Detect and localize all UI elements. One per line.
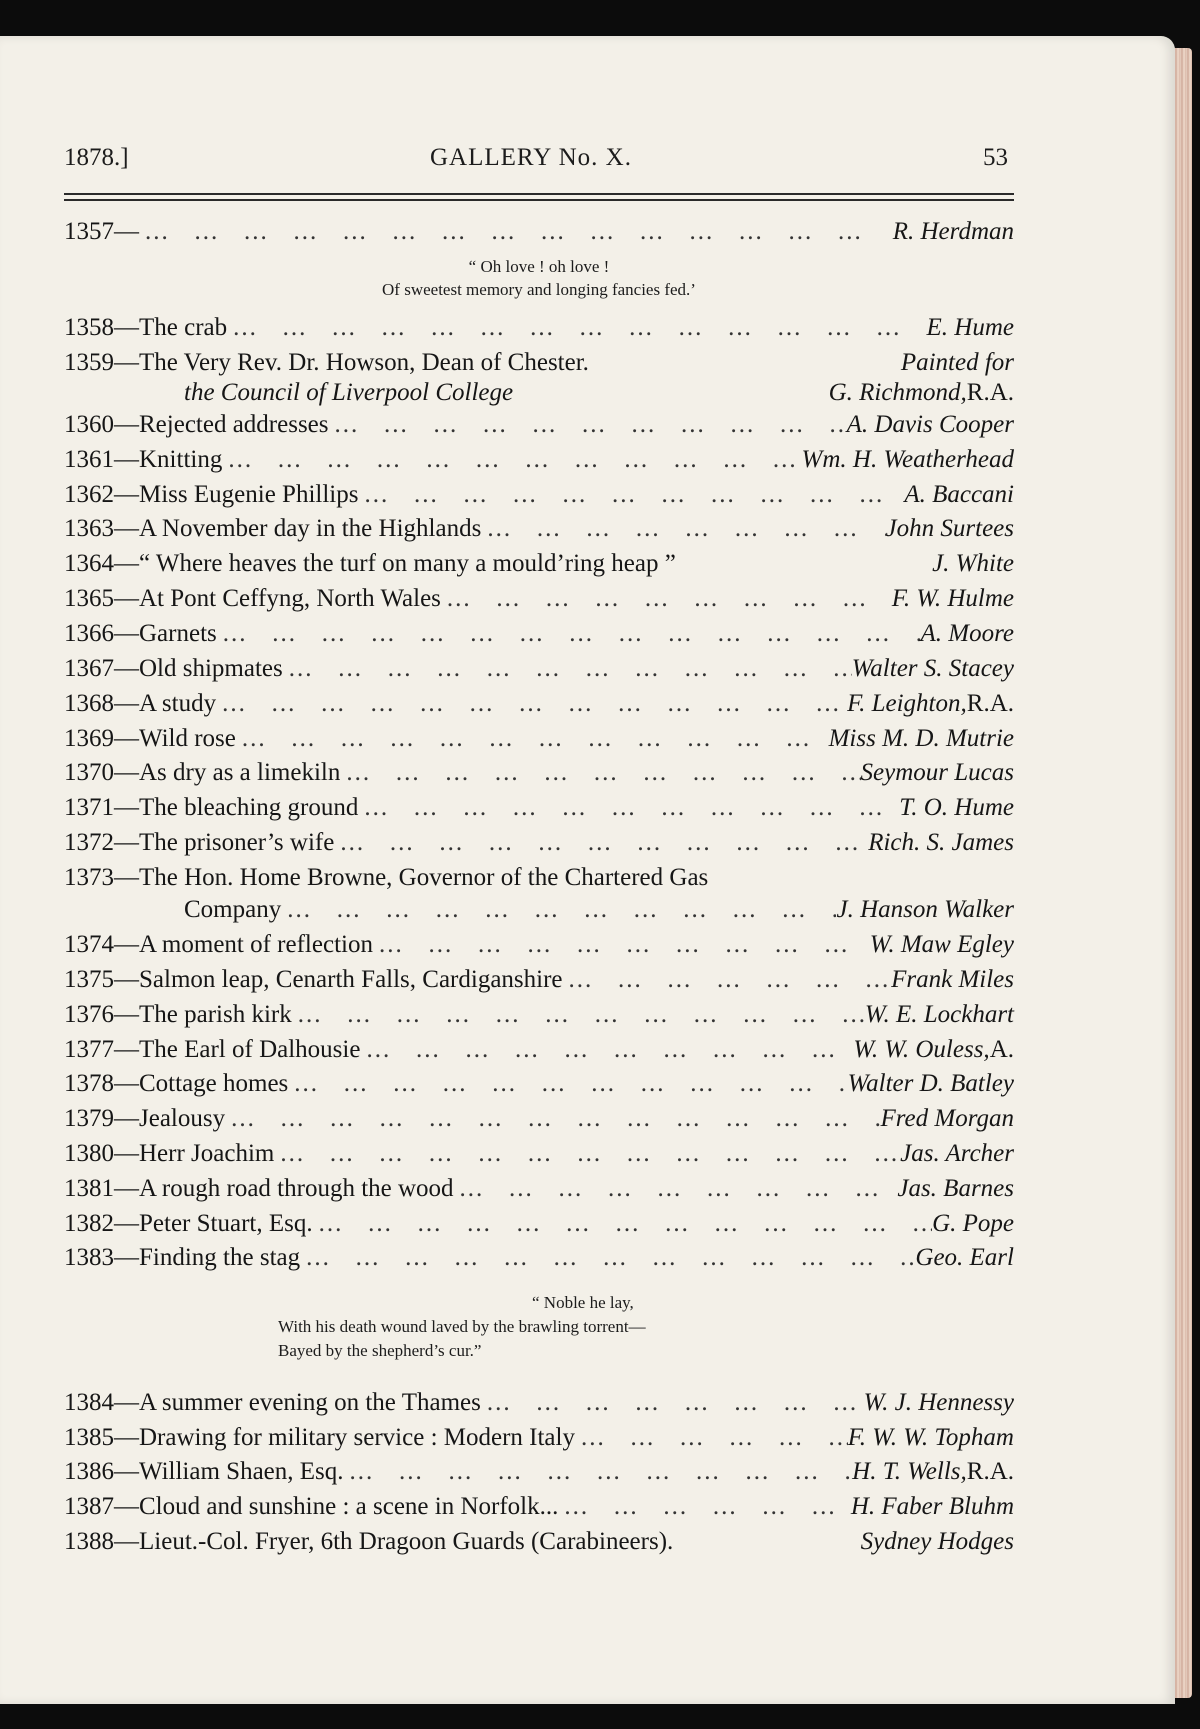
entry-title: 1357—	[64, 218, 139, 245]
catalogue-entry-1388	[64, 1525, 1014, 1559]
leader-dots	[344, 1455, 853, 1489]
entry-title: 1366—Garnets	[64, 620, 217, 647]
catalogue-entry-1371	[64, 791, 1014, 825]
entry-artist: Jas. Archer	[900, 1140, 1014, 1167]
catalogue-entry-1369	[64, 722, 1014, 756]
entry-title: 1379—Jealousy	[64, 1105, 226, 1132]
catalogue-entry-1359	[64, 346, 1014, 380]
leader-dots	[454, 1172, 898, 1206]
entry-artist: Sydney Hodges	[860, 1528, 1014, 1555]
entry-artist-suffix: A.	[989, 1036, 1014, 1063]
leader-dots	[563, 963, 892, 997]
entry-artist: T. O. Hume	[899, 794, 1014, 821]
entry-note: Painted for	[900, 349, 1014, 376]
entry-title: 1360—Rejected addresses	[64, 411, 329, 438]
leader-dots	[340, 756, 860, 790]
leader-dots	[227, 311, 926, 345]
catalogue-entry-1386	[64, 1455, 1014, 1489]
epigraph-1357-line2: Of sweetest memory and longing fancies fed.’	[382, 280, 696, 299]
entry-title: 1361—Knitting	[64, 446, 223, 473]
entry-title: 1375—Salmon leap, Cenarth Falls, Cardiganshire	[64, 966, 563, 993]
catalogue-entry-1364	[64, 547, 1014, 581]
catalogue-entry-1357	[64, 215, 1014, 249]
page-number: 53	[983, 144, 1008, 171]
catalogue-entry-1366	[64, 617, 1014, 651]
entry-title: 1380—Herr Joachim	[64, 1140, 275, 1167]
catalogue-entry-1361	[64, 443, 1014, 477]
catalogue-entry-1378	[64, 1067, 1014, 1101]
catalogue-entry-1380	[64, 1137, 1014, 1171]
leader-dots	[288, 1067, 847, 1101]
leader-dots	[575, 1421, 848, 1455]
catalogue-entry-1387	[64, 1490, 1014, 1524]
entry-title: 1358—The crab	[64, 314, 228, 341]
entry-artist: J. White	[932, 550, 1014, 577]
entry-artist: Miss M. D. Mutrie	[828, 725, 1014, 752]
entry-artist-suffix: R.A.	[966, 690, 1014, 717]
catalogue-entry-1382	[64, 1207, 1014, 1241]
entry-artist: J. Hanson Walker	[836, 896, 1014, 923]
catalogue-entry-1363	[64, 512, 1014, 546]
catalogue-entry-1376	[64, 998, 1014, 1032]
entry-title-continued: the Council of Liverpool College	[184, 379, 514, 406]
entry-artist: Rich. S. James	[868, 829, 1014, 856]
entry-artist: Wm. H. Weatherhead	[801, 446, 1014, 473]
running-header-title: GALLERY No. X.	[430, 144, 632, 171]
catalogue-entry-1360	[64, 408, 1014, 442]
entry-title: 1368—A study	[64, 690, 217, 717]
entry-title: 1388—Lieut.-Col. Fryer, 6th Dragoon Guards (Carabineers).	[64, 1528, 674, 1555]
entry-artist: A. Moore	[920, 620, 1014, 647]
entry-title: 1372—The prisoner’s wife	[64, 829, 335, 856]
running-header-year: 1878.]	[64, 144, 129, 171]
catalogue-entry-1377	[64, 1033, 1014, 1067]
entry-title: 1376—The parish kirk	[64, 1001, 292, 1028]
catalogue-entry-1359-continued	[64, 376, 1014, 410]
entry-artist: F. W. Hulme	[891, 585, 1014, 612]
entry-title: 1359—The Very Rev. Dr. Howson, Dean of Chester.	[64, 349, 589, 376]
entry-artist: G. Pope	[932, 1210, 1014, 1237]
leader-dots	[283, 652, 852, 686]
entry-artist: Fred Morgan	[880, 1105, 1014, 1132]
catalogue-entry-1381	[64, 1172, 1014, 1206]
leader-dots	[216, 687, 847, 721]
catalogue-entry-1367	[64, 652, 1014, 686]
epigraph-1383-line1: “ Noble he lay,	[532, 1293, 634, 1312]
entry-artist: Walter D. Batley	[847, 1070, 1014, 1097]
entry-title: 1378—Cottage homes	[64, 1070, 289, 1097]
entry-artist: W. W. Ouless,	[853, 1036, 990, 1063]
entry-title: 1365—At Pont Ceffyng, North Wales	[64, 585, 441, 612]
entry-title: 1364—“ Where heaves the turf on many a mould’ring heap ”	[64, 550, 676, 577]
entry-artist-suffix: R.A.	[966, 379, 1014, 406]
catalogue-entry-1362	[64, 478, 1014, 512]
leader-dots	[334, 826, 868, 860]
entry-title: 1381—A rough road through the wood	[64, 1175, 454, 1202]
entry-artist: Frank Miles	[891, 966, 1014, 993]
entry-title: 1373—The Hon. Home Browne, Governor of the Chartered Gas	[64, 864, 709, 891]
catalogue-entry-1383	[64, 1241, 1014, 1275]
leader-dots	[360, 1033, 853, 1067]
entry-title: 1363—A November day in the Highlands	[64, 515, 482, 542]
leader-dots	[441, 582, 892, 616]
catalogue-entry-1374	[64, 928, 1014, 962]
entry-title: 1377—The Earl of Dalhousie	[64, 1036, 361, 1063]
leader-dots	[300, 1241, 915, 1275]
entry-artist: A. Davis Cooper	[846, 411, 1014, 438]
leader-dots	[481, 1386, 864, 1420]
entry-title: 1385—Drawing for military service : Modern Italy	[64, 1424, 575, 1451]
leader-dots	[236, 722, 829, 756]
entry-title: 1383—Finding the stag	[64, 1244, 301, 1271]
catalogue-entry-1379	[64, 1102, 1014, 1136]
leader-dots	[281, 893, 836, 927]
leader-dots	[292, 998, 865, 1032]
catalogue-entry-1372	[64, 826, 1014, 860]
entry-artist: Seymour Lucas	[860, 759, 1014, 786]
entry-artist: Geo. Earl	[915, 1244, 1014, 1271]
header-rule-bottom	[64, 199, 1014, 201]
leader-dots	[329, 408, 847, 442]
entry-artist: G. Richmond,	[828, 379, 967, 406]
epigraph-1383-line3: Bayed by the shepherd’s cur.”	[278, 1341, 482, 1360]
leader-dots	[373, 928, 870, 962]
entry-title: 1369—Wild rose	[64, 725, 236, 752]
entry-title-continued: Company	[184, 896, 282, 923]
entry-title: 1367—Old shipmates	[64, 655, 283, 682]
entry-artist: W. E. Lockhart	[864, 1001, 1014, 1028]
entry-artist: H. Faber Bluhm	[850, 1493, 1014, 1520]
leader-dots	[274, 1137, 900, 1171]
entry-artist: E. Hume	[926, 314, 1014, 341]
catalogue-entry-1373-continued	[64, 893, 1014, 927]
leader-dots	[358, 791, 899, 825]
entry-title: 1382—Peter Stuart, Esq.	[64, 1210, 313, 1237]
catalogue-entry-1373	[64, 861, 1014, 895]
entry-artist: W. J. Hennessy	[863, 1389, 1014, 1416]
epigraph-1383-line2: With his death wound laved by the brawling torrent—	[278, 1317, 646, 1336]
entry-artist: John Surtees	[885, 515, 1014, 542]
catalogue-entry-1368	[64, 687, 1014, 721]
entry-artist: Walter S. Stacey	[851, 655, 1014, 682]
catalogue-entry-1384	[64, 1386, 1014, 1420]
entry-artist: R. Herdman	[892, 218, 1014, 245]
catalogue-entry-1375	[64, 963, 1014, 997]
entry-artist: Jas. Barnes	[897, 1175, 1014, 1202]
entry-artist: H. T. Wells,	[852, 1458, 967, 1485]
leader-dots	[225, 1102, 880, 1136]
header-rule-top	[64, 193, 1014, 195]
entry-title: 1386—William Shaen, Esq.	[64, 1458, 344, 1485]
entry-title: 1371—The bleaching ground	[64, 794, 359, 821]
entry-artist-suffix: R.A.	[966, 1458, 1014, 1485]
epigraph-1357-line1: “ Oh love ! oh love !	[468, 257, 610, 276]
entry-artist: F. Leighton,	[847, 690, 967, 717]
catalogue-entry-1365	[64, 582, 1014, 616]
entry-title: 1362—Miss Eugenie Phillips	[64, 481, 359, 508]
leader-dots	[139, 215, 893, 249]
catalogue-entry-1370	[64, 756, 1014, 790]
entry-title: 1384—A summer evening on the Thames	[64, 1389, 481, 1416]
entry-artist: A. Baccani	[904, 481, 1014, 508]
leader-dots	[558, 1490, 850, 1524]
leader-dots	[358, 478, 904, 512]
entry-artist: F. W. W. Topham	[847, 1424, 1014, 1451]
catalogue-entry-1385	[64, 1421, 1014, 1455]
entry-title: 1387—Cloud and sunshine : a scene in Norfolk...	[64, 1493, 559, 1520]
entry-artist: W. Maw Egley	[869, 931, 1014, 958]
catalogue-entry-1358	[64, 311, 1014, 345]
leader-dots	[222, 443, 801, 477]
entry-title: 1370—As dry as a limekiln	[64, 759, 341, 786]
leader-dots	[313, 1207, 932, 1241]
entry-title: 1374—A moment of reflection	[64, 931, 373, 958]
leader-dots	[217, 617, 921, 651]
leader-dots	[481, 512, 885, 546]
